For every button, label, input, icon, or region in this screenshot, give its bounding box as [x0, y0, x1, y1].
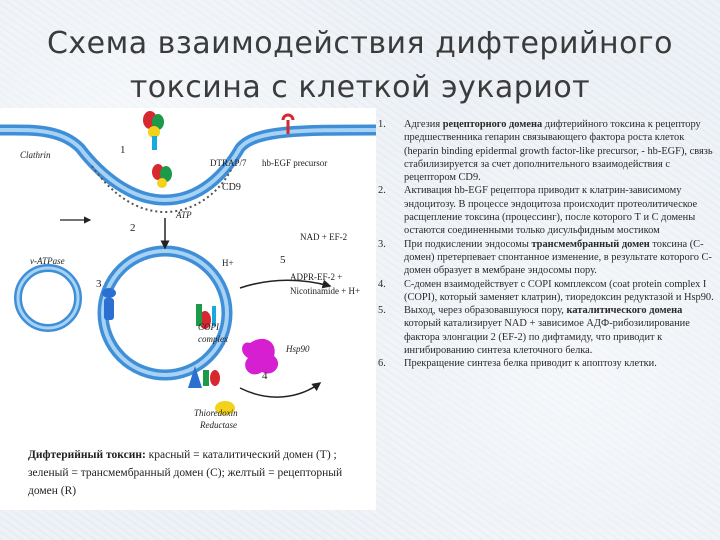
step-text-post: который катализирует NAD + зависимое АДФ-рибозилирование фактора элонгации 2 (EF-2) по дифтамиду, что приводит к ингибированию синтеза клеточного белка. — [404, 318, 690, 357]
label-complex: complex — [198, 334, 228, 344]
step-text: При подкислении эндосомы — [404, 238, 532, 250]
step-bold: рецепторного домена — [442, 119, 543, 130]
toxin-in-pit — [152, 164, 172, 188]
step-item-3 — [378, 238, 718, 278]
step-number-2: 2 — [130, 222, 136, 234]
label-reductase: Reductase — [200, 420, 237, 430]
step-item-6 — [378, 357, 718, 370]
hsp90-protein — [242, 339, 278, 374]
step-num: 1. — [378, 119, 386, 130]
step-text-post: токсина (С-домен) претерпевает спонтанное изменение, в результате которого С-домен образует в мембране эндосомы пору. — [404, 238, 712, 277]
step-item-4 — [378, 278, 718, 305]
label-vatpase: v-ATPase — [30, 256, 65, 266]
step-text: Адгезия — [404, 119, 443, 130]
toxin-surface — [143, 111, 164, 150]
step-number-5: 5 — [280, 254, 286, 266]
step-item-2 — [378, 184, 718, 237]
step-text-post: дифтерийного токсина к рецептору предшественника гепарин связывающего фактора роста клеток (heparin binding epidermal growth factor-like precursor, - hb-EGF), связь стабилизируется за счет дополнительного взаимодействия с рецептором CD9. — [404, 119, 713, 184]
label-clathrin: Clathrin — [20, 150, 51, 160]
label-nicotinamide: Nicotinamide + H+ — [290, 286, 361, 296]
step-text: Прекращение синтеза белка приводит к апоптозу клетки. — [404, 358, 657, 370]
step-item-5 — [378, 304, 718, 357]
step-num: 2. — [378, 185, 386, 197]
step-bold: трансмембранный домен — [531, 238, 650, 250]
label-cd9: CD9 — [222, 182, 241, 193]
step-text: Выход, через образовавшуюся пору, — [404, 305, 567, 317]
label-hplus: H+ — [222, 258, 234, 268]
step-bold: каталитического домена — [566, 305, 683, 317]
step-num: 4. — [378, 278, 386, 290]
label-copi: COPI — [198, 322, 219, 332]
title-line-2: токсина с клеткой эукариот — [129, 70, 591, 105]
steps-list — [378, 118, 718, 371]
label-dtrap: DTRAP/7 — [210, 158, 247, 168]
step-item-1 — [378, 118, 718, 184]
caption-text: красный = каталитический домен (Т) ; зеленый = трансмембранный домен (С); желтый = рецепторный домен (R) — [28, 449, 343, 497]
slide-title — [0, 22, 720, 110]
step-text: С-домен взаимодействует с COPI комплексом (coat protein complex I (COPI), который заменяет клатрин), тиоредоксин редуктазой и Hsp90. — [404, 278, 714, 303]
label-hb-egf: hb-EGF precursor — [262, 158, 328, 168]
caption-bold: Дифтерийный токсин: — [28, 449, 146, 461]
step-num: 5. — [378, 305, 386, 317]
label-hsp90: Hsp90 — [286, 344, 310, 354]
label-nad-ef2: NAD + EF-2 — [300, 232, 348, 242]
step-text: Активация hb-EGF рецептора приводит к клатрин-зависимому эндоцитозу. В процессе эндоцитоза происходит протеолитическое расщепление токсина (процессинг), после которого Т и С домены остаются соединенными только дисульфидным мостиком — [404, 185, 698, 237]
v-atpase — [102, 288, 116, 320]
step-num: 6. — [378, 358, 386, 370]
label-atp: ATP — [176, 210, 192, 220]
label-adpr: ADPR-EF-2 + — [290, 272, 343, 282]
step-number-4: 4 — [262, 370, 268, 382]
step-number-1: 1 — [120, 144, 126, 156]
step-number-3: 3 — [96, 278, 102, 290]
step-num: 3. — [378, 238, 386, 250]
diagram-caption — [28, 446, 358, 500]
title-line-1: Схема взаимодействия дифтерийного — [46, 26, 674, 61]
arrow-step-4 — [240, 383, 320, 397]
label-thioredoxin: Thioredoxin — [194, 408, 238, 418]
